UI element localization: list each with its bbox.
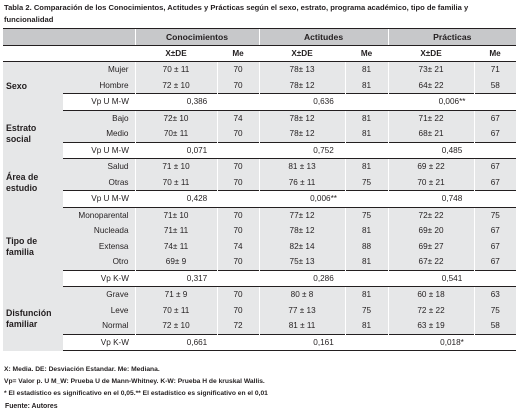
practicas-median: 63 [474,287,516,303]
table-row [3,175,516,191]
conocimientos-mean: 74± 11 [135,239,217,255]
conocimientos-median: 70 [217,159,259,175]
actitudes-mean: 78± 12 [259,126,345,142]
conocimientos-median: 70 [217,207,259,223]
table-row [3,110,516,126]
conocimientos-p-value: 0,317 [135,270,259,287]
practicas-mean: 63 ± 19 [388,318,474,334]
actitudes-median: 81 [345,110,388,126]
practicas-median: 67 [474,110,516,126]
note-tests: Vp= Valor p. U M_W: Prueba U de Mann-Whitney. K-W: Prueba H de kruskal Wallis. [4,378,265,385]
category-cell: Otro [112,257,129,267]
category-cell: Salud [107,162,129,172]
test-label: Vp K-W [63,334,135,351]
subheader-mean: X±DE [259,45,345,62]
conocimientos-mean: 70 ± 11 [135,303,217,319]
table-body [3,62,516,351]
category-cell: Extensa [98,241,129,251]
practicas-mean: 60 ± 18 [388,287,474,303]
practicas-mean: 69 ± 22 [388,159,474,175]
conocimientos-median: 74 [217,110,259,126]
actitudes-median: 75 [345,175,388,191]
conocimientos-mean: 71 ± 10 [135,159,217,175]
actitudes-median: 81 [345,126,388,142]
conocimientos-median: 70 [217,254,259,270]
table-row [3,78,516,94]
subheader-blank [3,45,135,62]
subheader-median: Me [345,45,388,62]
conocimientos-mean: 72 ± 10 [135,318,217,334]
category-cell: Leve [110,305,129,315]
actitudes-median: 81 [345,223,388,239]
actitudes-median: 81 [345,159,388,175]
subheader-mean: X±DE [388,45,474,62]
actitudes-p-value: 0,161 [259,334,388,351]
test-row [3,270,516,287]
actitudes-median: 81 [345,78,388,94]
practicas-p-value: 0,485 [388,142,516,159]
conocimientos-median: 72 [217,318,259,334]
actitudes-p-value: 0,006** [259,191,388,208]
table-row [3,126,516,142]
actitudes-median: 88 [345,239,388,255]
group-label: Tipo de familia [3,207,63,287]
practicas-median: 75 [474,207,516,223]
test-row [3,142,516,159]
conocimientos-median: 70 [217,287,259,303]
table-row [3,287,516,303]
category-cell: Otras [108,177,129,187]
table-row [3,207,516,223]
category-cell: Bajo [112,113,129,123]
note-abbreviations: X: Media. DE: Desviación Estandar. Me: Mediana. [4,366,160,373]
practicas-mean: 72± 22 [388,207,474,223]
practicas-mean: 69± 20 [388,223,474,239]
note-significance: * El estadístico es significativo en el 0,05.** El estadístico es significativo en el 0,01 [4,390,268,397]
conocimientos-mean: 71± 10 [135,207,217,223]
test-row [3,191,516,208]
test-label: Vp K-W [63,270,135,287]
conocimientos-median: 70 [217,126,259,142]
table-row [3,254,516,270]
header-practicas: Prácticas [388,29,516,46]
practicas-mean: 73± 21 [388,62,474,78]
table-row [3,159,516,175]
conocimientos-p-value: 0,661 [135,334,259,351]
actitudes-median: 75 [345,207,388,223]
table-row [3,62,516,78]
practicas-median: 67 [474,254,516,270]
source-note: Fuente: Autores [5,403,58,410]
actitudes-median: 81 [345,287,388,303]
category-cell: Medio [106,129,129,139]
conocimientos-median: 70 [217,78,259,94]
category-cell: Nucleada [93,226,129,236]
conocimientos-median: 74 [217,239,259,255]
category-cell: Normal [102,321,129,331]
subheader-row [3,45,516,62]
header-actitudes: Actitudes [259,29,388,46]
actitudes-mean: 78± 12 [259,223,345,239]
practicas-mean: 67± 22 [388,254,474,270]
practicas-median: 75 [474,303,516,319]
header-row [3,29,516,46]
actitudes-mean: 77± 12 [259,207,345,223]
practicas-median: 67 [474,159,516,175]
category-cell: Hombre [99,80,129,90]
practicas-median: 67 [474,239,516,255]
actitudes-median: 81 [345,254,388,270]
header-blank [3,29,135,46]
caption-line-1: Tabla 2. Comparación de los Conocimientos, Actitudes y Prácticas según el sexo, estrato, programa académico, tipo de familia y funcionalidad [4,3,469,24]
practicas-mean: 68± 21 [388,126,474,142]
test-label: Vp U M-W [63,142,135,159]
actitudes-median: 75 [345,303,388,319]
conocimientos-mean: 71 ± 9 [135,287,217,303]
header-conocimientos: Conocimientos [135,29,259,46]
conocimientos-mean: 70 ± 11 [135,62,217,78]
conocimientos-median: 70 [217,223,259,239]
conocimientos-p-value: 0,428 [135,191,259,208]
category-cell: Grave [106,290,129,300]
subheader-mean: X±DE [135,45,217,62]
conocimientos-median: 70 [217,62,259,78]
conocimientos-mean: 70 ± 11 [135,175,217,191]
practicas-median: 71 [474,62,516,78]
practicas-p-value: 0,541 [388,270,516,287]
conocimientos-median: 70 [217,175,259,191]
group-label: Estrato social [3,110,63,159]
actitudes-mean: 80 ± 8 [259,287,345,303]
practicas-median: 58 [474,78,516,94]
practicas-p-value: 0,018* [388,334,516,351]
conocimientos-p-value: 0,386 [135,94,259,111]
test-row [3,334,516,351]
practicas-mean: 69± 27 [388,239,474,255]
conocimientos-median: 70 [217,303,259,319]
category-cell: Monoparental [78,210,129,220]
actitudes-median: 81 [345,318,388,334]
table-notes [4,364,516,400]
group-label: Sexo [3,62,63,111]
actitudes-mean: 82± 14 [259,239,345,255]
conocimientos-mean: 71± 11 [135,223,217,239]
category-cell: Mujer [108,65,129,75]
actitudes-mean: 76 ± 11 [259,175,345,191]
actitudes-p-value: 0,286 [259,270,388,287]
practicas-p-value: 0,748 [388,191,516,208]
test-label: Vp U M-W [63,94,135,111]
practicas-median: 58 [474,318,516,334]
actitudes-mean: 81 ± 11 [259,318,345,334]
table-row [3,223,516,239]
data-table [3,28,516,351]
practicas-mean: 72 ± 22 [388,303,474,319]
conocimientos-mean: 69± 9 [135,254,217,270]
table-row [3,303,516,319]
actitudes-mean: 75± 13 [259,254,345,270]
group-label: Área de estudio [3,159,63,208]
table-row [3,318,516,334]
group-label: Disfunción familiar [3,287,63,351]
subheader-median: Me [217,45,259,62]
conocimientos-mean: 72 ± 10 [135,78,217,94]
actitudes-mean: 81 ± 13 [259,159,345,175]
conocimientos-p-value: 0,071 [135,142,259,159]
actitudes-mean: 78± 12 [259,110,345,126]
test-row [3,94,516,111]
practicas-median: 67 [474,175,516,191]
actitudes-median: 81 [345,62,388,78]
subheader-median: Me [474,45,516,62]
practicas-median: 67 [474,126,516,142]
practicas-mean: 64± 22 [388,78,474,94]
practicas-mean: 71± 22 [388,110,474,126]
actitudes-mean: 77 ± 13 [259,303,345,319]
actitudes-mean: 78± 13 [259,62,345,78]
practicas-p-value: 0,006** [388,94,516,111]
conocimientos-mean: 72± 10 [135,110,217,126]
practicas-mean: 70 ± 21 [388,175,474,191]
test-label: Vp U M-W [63,191,135,208]
actitudes-mean: 78± 12 [259,78,345,94]
actitudes-p-value: 0,636 [259,94,388,111]
conocimientos-mean: 70± 11 [135,126,217,142]
actitudes-p-value: 0,752 [259,142,388,159]
practicas-median: 67 [474,223,516,239]
table-row [3,239,516,255]
